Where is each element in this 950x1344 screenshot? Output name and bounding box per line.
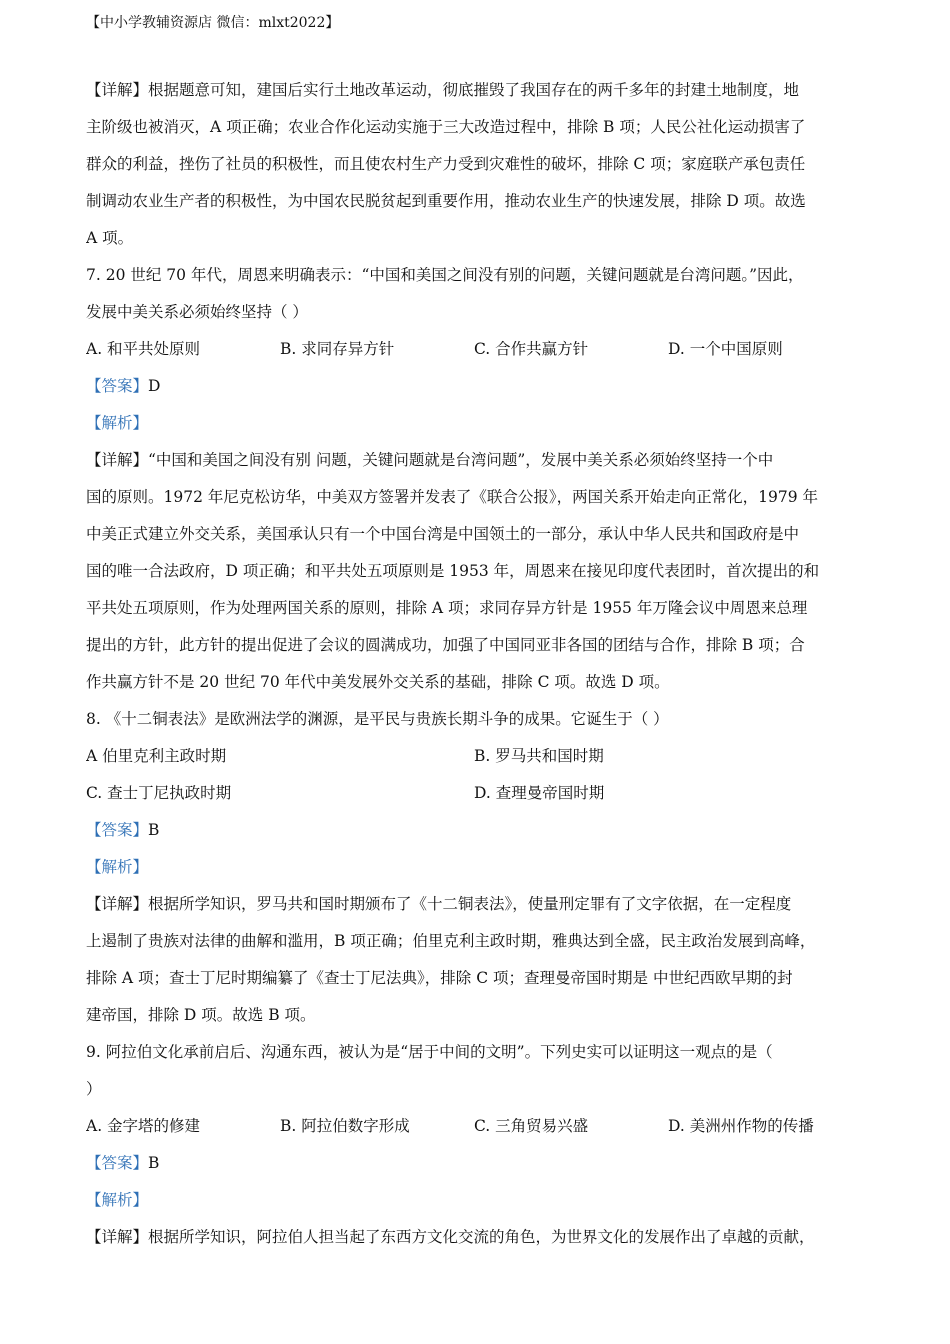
text-line: 建帝国，排除 D 项。故选 B 项。 — [86, 1006, 316, 1024]
option-a: A. 和平共处原则 — [86, 340, 201, 358]
text-line: 提出的方针，此方针的提出促进了会议的圆满成功，加强了中国同亚非各国的团结与合作，排除 B 项；合 — [86, 636, 805, 654]
text-line: 国的唯一合法政府，D 项正确；和平共处五项原则是 1953 年，周恩来在接见印度代表团时，首次提出的和 — [86, 562, 820, 580]
answer-value: B — [148, 1154, 160, 1172]
text-line: 【详解】根据题意可知，建国后实行土地改革运动，彻底摧毁了我国存在的两千多年的封建土地制度，地 — [86, 81, 800, 99]
question-7 — [86, 257, 866, 701]
text-line: 排除 A 项；查士丁尼时期编纂了《查士丁尼法典》，排除 C 项；查理曼帝国时期是 中世纪西欧早期的封 — [86, 969, 793, 987]
question-8 — [86, 701, 866, 1034]
text-line: 作共赢方针不是 20 世纪 70 年代中美发展外交关系的基础，排除 C 项。故选 D 项。 — [86, 673, 670, 691]
option-d: D. 美洲州作物的传播 — [668, 1117, 814, 1135]
analysis-label: 【解析】 — [86, 414, 149, 432]
answer-value: B — [148, 821, 160, 839]
answer-line — [86, 368, 866, 405]
option-b: B. 求同存异方针 — [280, 340, 395, 358]
option-c: C. 查士丁尼执政时期 — [86, 784, 232, 802]
text-line: 【详解】根据所学知识，罗马共和国时期颁布了《十二铜表法》，使量刑定罪有了文字依据，在一定程度 — [86, 895, 792, 913]
answer-value: D — [148, 377, 161, 395]
text-line: 主阶级也被消灭，A 项正确；农业合作化运动实施于三大改造过程中，排除 B 项；人民公社化运动损害了 — [86, 118, 806, 136]
question-stem: 发展中美关系必须始终坚持（ ） — [86, 303, 308, 321]
q6-detail — [86, 72, 866, 257]
option-c: C. 三角贸易兴盛 — [474, 1117, 589, 1135]
text-line: 群众的利益，挫伤了社员的积极性，而且使农村生产力受到灾难性的破坏，排除 C 项；家庭联产承包责任 — [86, 155, 806, 173]
text-line: A 项。 — [86, 229, 134, 247]
options-row — [86, 775, 866, 812]
options-row — [86, 331, 866, 368]
option-a: A 伯里克利主政时期 — [86, 747, 227, 765]
analysis-label: 【解析】 — [86, 1191, 149, 1209]
option-c: C. 合作共赢方针 — [474, 340, 589, 358]
document-body — [86, 72, 866, 1256]
options-row — [86, 1108, 866, 1145]
option-d: D. 一个中国原则 — [668, 340, 783, 358]
option-a: A. 金字塔的修建 — [86, 1117, 201, 1135]
analysis-label: 【解析】 — [86, 858, 149, 876]
text-line: 平共处五项原则，作为处理两国关系的原则，排除 A 项；求同存异方针是 1955 年万隆会议中周恩来总理 — [86, 599, 808, 617]
answer-label: 【答案】 — [86, 1154, 149, 1172]
option-b: B. 罗马共和国时期 — [474, 747, 604, 765]
answer-label: 【答案】 — [86, 821, 149, 839]
text-line: 中美正式建立外交关系，美国承认只有一个中国台湾是中国领土的一部分，承认中华人民共和国政府是中 — [86, 525, 800, 543]
text-line: 【详解】“中国和美国之间没有别 问题，关键问题就是台湾问题”，发展中美关系必须始终坚持一个中 — [86, 451, 774, 469]
option-d: D. 查理曼帝国时期 — [474, 784, 605, 802]
text-line: 上遏制了贵族对法律的曲解和滥用，B 项正确；伯里克利主政时期，雅典达到全盛，民主政治发展到高峰， — [86, 932, 816, 950]
question-stem: 9. 阿拉伯文化承前启后、沟通东西，被认为是“居于中间的文明”。下列史实可以证明这一观点的是（ — [86, 1043, 773, 1061]
answer-line — [86, 1145, 866, 1182]
header-note: 【中小学教辅资源店 微信：mlxt2022】 — [86, 15, 340, 31]
question-stem: 7. 20 世纪 70 年代，周恩来明确表示：“中国和美国之间没有别的问题，关键问题就是台湾问题。”因此， — [86, 266, 804, 284]
question-stem: ） — [86, 1080, 102, 1098]
question-9 — [86, 1034, 866, 1256]
answer-label: 【答案】 — [86, 377, 149, 395]
answer-line — [86, 812, 866, 849]
text-line: 制调动农业生产者的积极性，为中国农民脱贫起到重要作用，推动农业生产的快速发展，排除 D 项。故选 — [86, 192, 806, 210]
options-row — [86, 738, 866, 775]
text-line: 国的原则。1972 年尼克松访华，中美双方签署并发表了《联合公报》，两国关系开始走向正常化，1979 年 — [86, 488, 818, 506]
question-stem: 8. 《十二铜表法》是欧洲法学的渊源，是平民与贵族长期斗争的成果。它诞生于（ ） — [86, 710, 669, 728]
option-b: B. 阿拉伯数字形成 — [280, 1117, 410, 1135]
text-line: 【详解】根据所学知识，阿拉伯人担当起了东西方文化交流的角色，为世界文化的发展作出了卓越的贡献， — [86, 1228, 815, 1246]
